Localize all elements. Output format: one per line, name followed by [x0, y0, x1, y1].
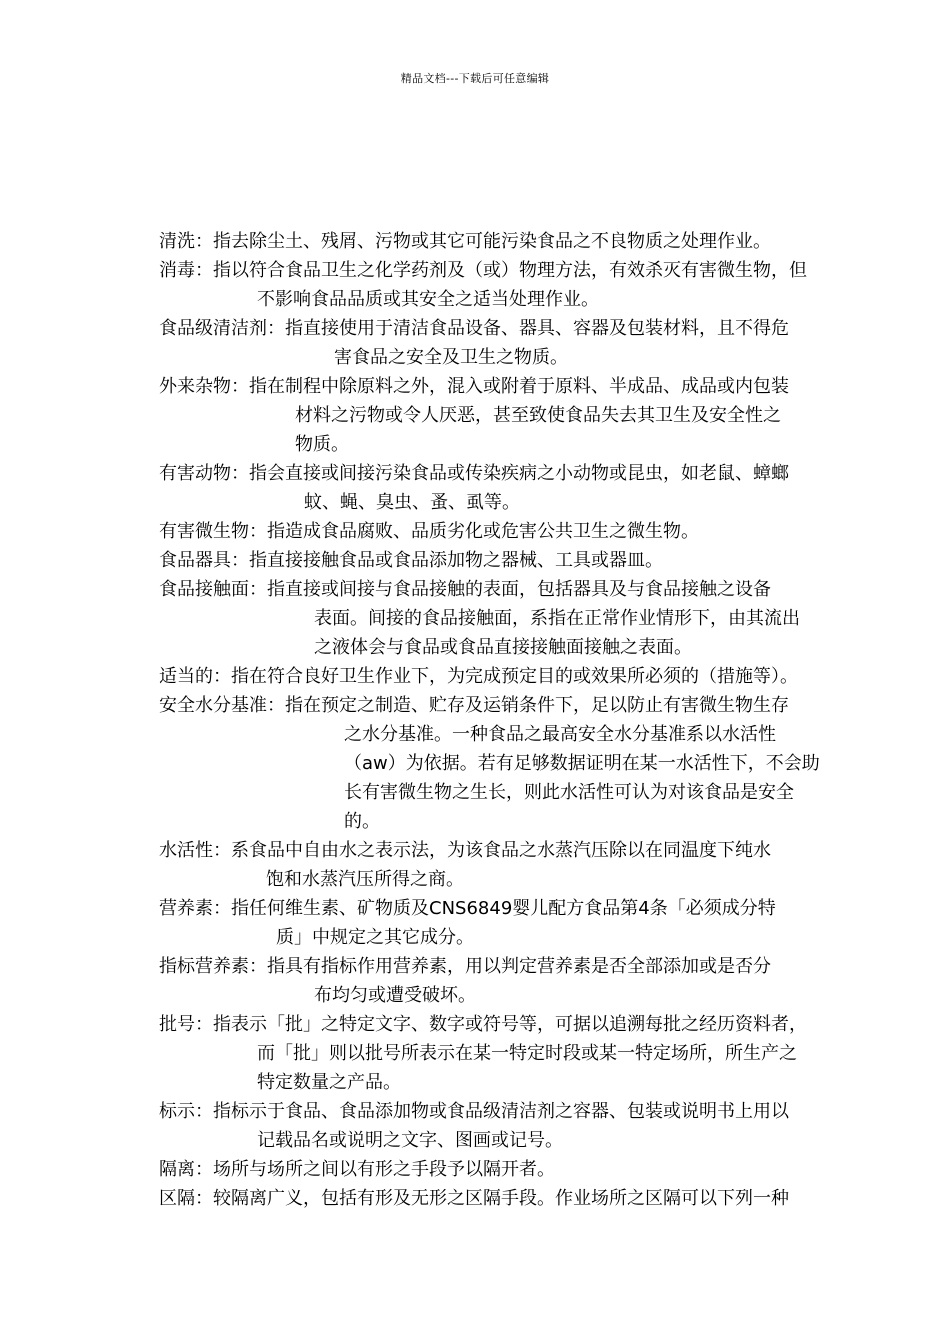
definition-entry: [159, 575, 827, 662]
definition-entry: [159, 894, 827, 952]
definition-line: 营养素：指任何维生素、矿物质及CNS6849婴儿配方食品第4条「必须成分特: [159, 898, 776, 919]
definition-line: 有害动物：指会直接或间接污染食品或传染疾病之小动物或昆虫，如老鼠、蟑螂: [159, 463, 789, 484]
definition-continuation-line: 害食品之安全及卫生之物质。: [334, 347, 568, 368]
definition-continuation-line: 饱和水蒸汽压所得之商。: [266, 869, 464, 890]
definition-entry: [159, 662, 827, 691]
definition-entry: [159, 1010, 827, 1097]
definition-line: 食品接触面：指直接或间接与食品接触的表面，包括器具及与食品接触之设备: [159, 579, 771, 600]
definition-entry: [159, 227, 827, 256]
definition-continuation-line: 之水分基准。一种食品之最高安全水分基准系以水活性: [344, 724, 776, 745]
definition-line: 隔离：场所与场所之间以有形之手段予以隔开者。: [159, 1159, 555, 1180]
definition-continuation-line: 蚊、蝇、臭虫、蚤、虱等。: [304, 492, 520, 513]
definition-entry: [159, 952, 827, 1010]
definition-line: 标示：指标示于食品、食品添加物或食品级清洁剂之容器、包装或说明书上用以: [159, 1101, 789, 1122]
page-header: 精品文档---下载后可任意编辑: [400, 72, 550, 85]
definition-entry: [159, 517, 827, 546]
definition-entry: [159, 836, 827, 894]
definition-line: 消毒：指以符合食品卫生之化学药剂及（或）物理方法，有效杀灭有害微生物，但: [159, 260, 807, 281]
definition-continuation-line: 表面。间接的食品接触面，系指在正常作业情形下，由其流出: [314, 608, 800, 629]
definition-line: 批号：指表示「批」之特定文字、数字或符号等，可据以追溯每批之经历资料者，: [159, 1014, 807, 1035]
definition-continuation-line: 布均匀或遭受破坏。: [314, 985, 476, 1006]
definition-line: 食品器具：指直接接触食品或食品添加物之器械、工具或器皿。: [159, 550, 663, 571]
definition-continuation-line: 不影响食品品质或其安全之适当处理作业。: [257, 289, 599, 310]
definition-line: 有害微生物：指造成食品腐败、品质劣化或危害公共卫生之微生物。: [159, 521, 699, 542]
definition-continuation-line: 而「批」则以批号所表示在某一特定时段或某一特定场所，所生产之: [257, 1043, 797, 1064]
definition-entry: [159, 546, 827, 575]
definitions-list: [159, 227, 827, 1213]
definition-entry: [159, 691, 827, 836]
definition-continuation-line: 记载品名或说明之文字、图画或记号。: [257, 1130, 563, 1151]
definition-entry: [159, 1184, 827, 1213]
definition-line: 适当的：指在符合良好卫生作业下，为完成预定目的或效果所必须的（措施等）。: [159, 666, 798, 687]
definition-line: 清洗：指去除尘土、残屑、污物或其它可能污染食品之不良物质之处理作业。: [159, 231, 771, 252]
definition-continuation-line: （aw）为依据。若有足够数据证明在某一水活性下，不会助: [344, 753, 820, 774]
definition-continuation-line: 物质。: [295, 434, 349, 455]
definition-entry: [159, 256, 827, 314]
definition-continuation-line: 特定数量之产品。: [257, 1072, 401, 1093]
definition-continuation-line: 的。: [344, 811, 380, 832]
definition-entry: [159, 314, 827, 372]
definition-line: 外来杂物：指在制程中除原料之外，混入或附着于原料、半成品、成品或内包装: [159, 376, 789, 397]
definition-continuation-line: 材料之污物或令人厌恶，甚至致使食品失去其卫生及安全性之: [295, 405, 781, 426]
definition-entry: [159, 1155, 827, 1184]
definition-continuation-line: 长有害微生物之生长，则此水活性可认为对该食品是安全: [344, 782, 794, 803]
definition-continuation-line: 质」中规定之其它成分。: [276, 927, 474, 948]
definition-line: 区隔：较隔离广义，包括有形及无形之区隔手段。作业场所之区隔可以下列一种: [159, 1188, 789, 1209]
definition-continuation-line: 之液体会与食品或食品直接接触面接触之表面。: [314, 637, 692, 658]
definition-entry: [159, 459, 827, 517]
definition-line: 安全水分基准：指在预定之制造、贮存及运销条件下，足以防止有害微生物生存: [159, 695, 789, 716]
definition-entry: [159, 1097, 827, 1155]
definition-line: 食品级清洁剂：指直接使用于清洁食品设备、器具、容器及包装材料，且不得危: [159, 318, 789, 339]
definition-entry: [159, 372, 827, 459]
definition-line: 指标营养素：指具有指标作用营养素，用以判定营养素是否全部添加或是否分: [159, 956, 771, 977]
definition-line: 水活性：系食品中自由水之表示法，为该食品之水蒸汽压除以在同温度下纯水: [159, 840, 771, 861]
